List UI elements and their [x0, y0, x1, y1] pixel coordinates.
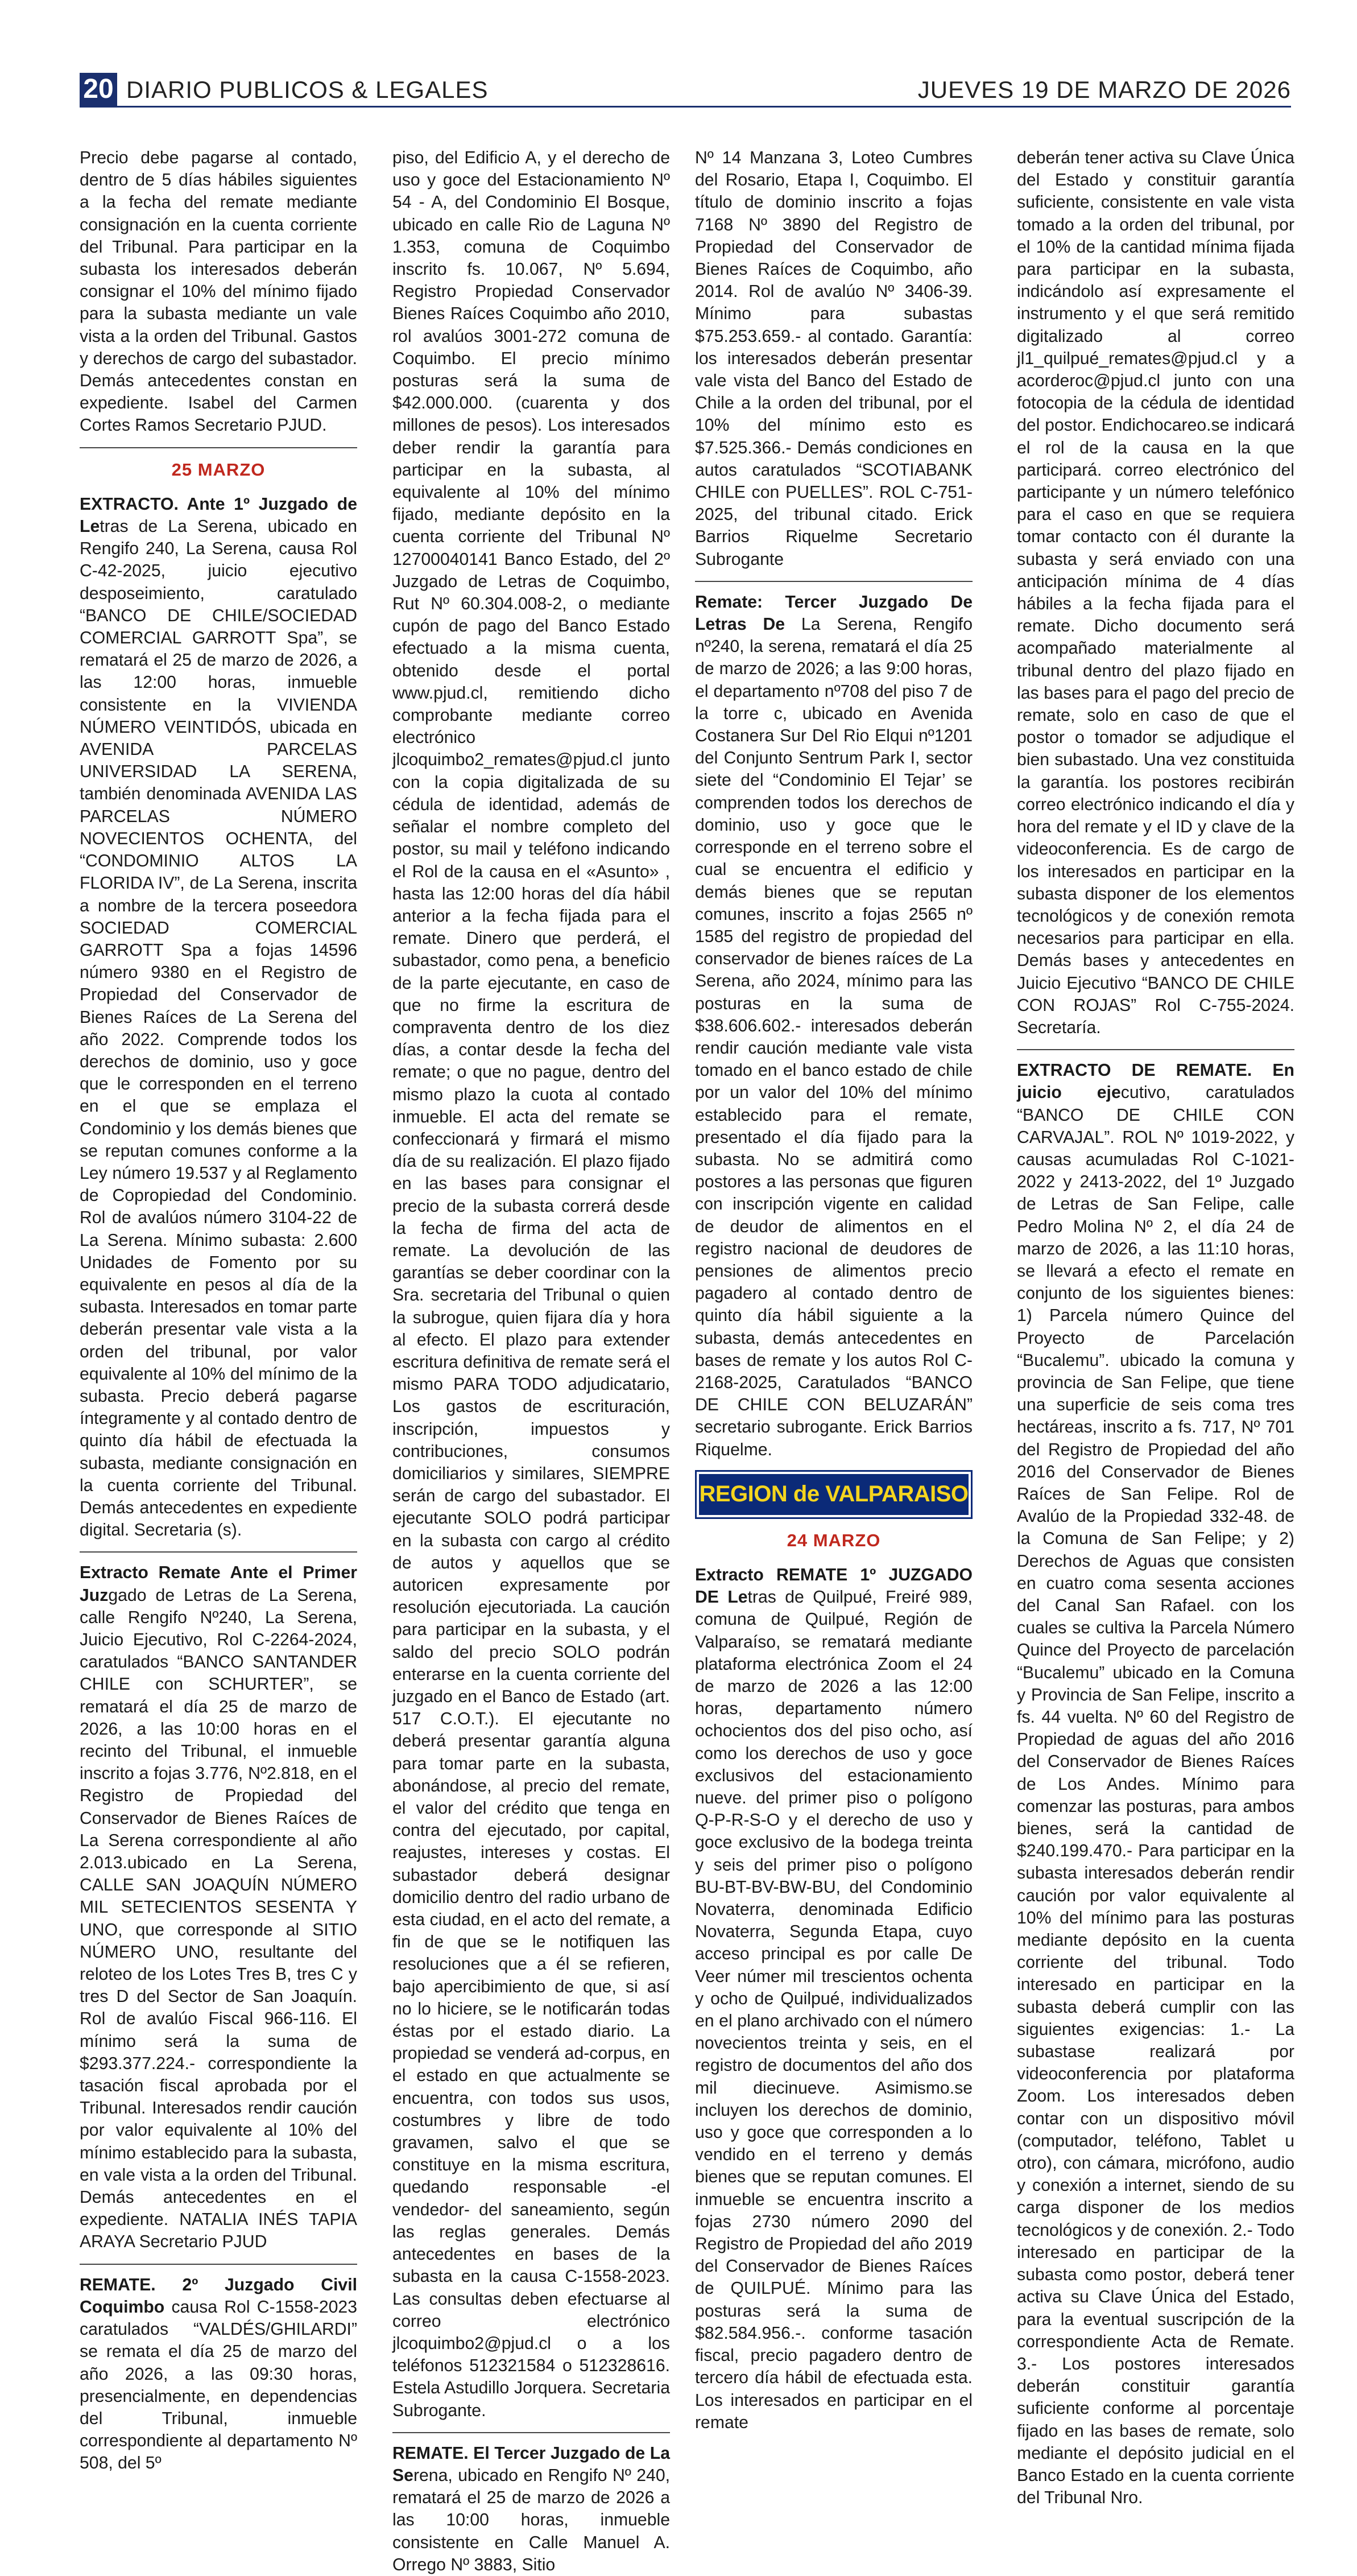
- notice: [1017, 1059, 1294, 2509]
- date-heading: 24 MARZO: [787, 1530, 881, 1550]
- column-4: [1017, 147, 1294, 2509]
- notice-text: Nº 14 Manzana 3, Loteo Cumbres del Rosario, Etapa I, Coquimbo. El título de dominio inscrito a fojas 7168 Nº 3890 del Registro de Propiedad del Conservador de Bienes Raíces de Coquimbo, año 2014. Rol de avalúo Nº 3406-39. Mínimo para subastas $75.253.659.- al contado. Garantía: los interesados deberán presentar vale vista del Banco del Estado de Chile a la orden del tribunal, por el 10% del mínimo esto es $7.525.366.- Demás condiciones en autos caratulados “SCOTIABANK CHILE con PUELLES”. ROL C-751-2025, del tribunal citado. Erick Barrios Riquelme Secretario Subrogante: [695, 148, 973, 569]
- publication-name: DIARIO PUBLICOS & LEGALES: [126, 76, 489, 103]
- column-3: [695, 147, 973, 2434]
- notice: [695, 591, 973, 1461]
- notice-body: cutivo, caratulados “BANCO DE CHILE CON CARVAJAL”. ROL Nº 1019-2022, y causas acumuladas Rol C-1021-2022 y 2413-2022, del 1º Juzgado de Letras de San Felipe, calle Pedro Molina Nº 2, el día 24 de marzo de 2026, a las 11:10 horas, se llevará a efecto el remate en conjunto de los siguientes bienes: 1) Parcela número Quince del Proyecto de Parcelación “Bucalemu”. ubicado la comuna y provincia de San Felipe, que tiene una superficie de seis coma tres hectáreas, inscrito a fs. 717, Nº 701 del Registro de Propiedad del año 2016 del Conservador de Bienes Raíces de San Felipe. Rol de Avalúo de la Propiedad 332-48. de la Comuna de San Felipe; y 2) Derechos de Aguas que consisten en cuatro coma sesenta acciones del Canal San Rafael. con los cuales se cultiva la Parcela Número Quince del Proyecto de parcelación “Bucalemu” ubicado en la Comuna y Provincia de San Felipe, inscrito a fs. 44 vuelta. Nº 60 del Registro de Propiedad de aguas del año 2016 del Conservador de Bienes Raíces de Los Andes. Mínimo para comenzar las posturas, para ambos bienes, será la cantidad de $240.199.470.- Para participar en la subasta interesados deberán rendir caución por valor equivalente al 10% del mínimo para las posturas mediante depósito en la cuenta corriente del tribunal. Todo interesado en participar en la subasta deberá cumplir con las siguientes exigencias: 1.- La subastase realizará por videoconferencia por plataforma Zoom. Los interesados deben contar con un dispositivo móvil (computador, teléfono, Tablet u otro), con cámara, micrófono, audio y conexión a internet, siendo de su carga disponer de los medios tecnológicos y de conexión. 2.- Todo interesado en participar de la subasta como postor, deberá tener activa su Clave Única del Estado, para la eventual suscripción de la correspondiente Acta de Remate. 3.- Los postores interesados deberán constituir garantía suficiente conforme al porcentaje fijado en las bases de remate, solo mediante el depósito judicial en el Banco Estado en la cuenta corriente del Tribunal Nro.: [1017, 1083, 1295, 2508]
- notice-text: deberán tener activa su Clave Única del Estado y constituir garantía suficiente, consistente en vale vista tomado a la orden del tribunal, por el 10% de la cantidad mínima fijada para participar en la subasta, indicándolo así expresamente el instrumento y el que será remitido digitalizado al correo jl1_quilpué_remates@pjud.cl y a acorderoc@pjud.cl junto con una fotocopia de la cédula de identidad del postor. Endichocareo.se indicará el rol de la causa en la que participará. correo electrónico del participante y un número telefónico para el caso en que se requiera tomar contacto con él durante la subasta y será enviado con una anticipación mínima de 4 días hábiles a la fecha fijada para el remate. Dicho documento será acompañado materialmente al tribunal dentro del plazo fijado en las bases para el pago del precio de remate, solo en caso de que el postor o tomador se adjudique el bien subastado. Una vez constituida la garantía. los postores recibirán correo electrónico indicando el día y hora del remate y el ID y clave de la videoconferencia. Es de cargo de los interesados en participar en la subasta disponer de los elementos tecnológicos y de conexión remota necesarios para participar en ella. Demás bases y antecedentes en Juicio Ejecutivo “BANCO DE CHILE CON ROJAS” Rol C-755-2024. Secretaría.: [1017, 148, 1294, 1037]
- notice-body: gado de Letras de La Serena, calle Rengifo Nº240, La Serena, Juicio Ejecutivo, Rol C-2264-2024, caratulados “BANCO SANTANDER CHILE con SCHURTER”, se rematará el día 25 de marzo de 2026, a las 10:00 horas en el recinto del Tribunal, el inmueble inscrito a fojas 3.776, Nº2.818, en el Registro de Propiedad del Conservador de Bienes Raíces de La Serena correspondiente al año 2.013.ubicado en La Serena, CALLE SAN JOAQUÍN NÚMERO MIL SETECIENTOS SESENTA Y UNO, que corresponde al SITIO NÚMERO UNO, resultante del reloteo de los Lotes Tres B, tres C y tres D del Sector de San Joaquín. Rol de avalúo Fiscal 966-116. El mínimo será la suma de $293.377.224.- correspondiente la tasación fiscal aprobada por el Tribunal. Interesados rendir caución por valor equivalente al 10% del mínimo establecido para la subasta, en vale vista a la orden del Tribunal. Demás antecedentes en el expediente. NATALIA INÉS TAPIA ARAYA Secretario PJUD: [80, 1586, 357, 2252]
- notice: [80, 2274, 357, 2475]
- notice-lead: REMATE. 2º Juzgado Civil Coquimbo: [80, 2275, 357, 2317]
- notice-divider: [695, 581, 973, 582]
- notice-body: La Serena, Rengifo nº240, la serena, rematará el día 25 de marzo de 2026; a las 9:00 horas, el departamento nº708 del piso 7 de la torre c, ubicado en Avenida Costanera Sur Del Rio Elqui nº1201 del Conjunto Sentrum Park I, sector siete del “Condominio El Tejar’ se comprenden todos los derechos de dominio, uso y goce que le corresponde en el terreno sobre el cual se encuentra el edificio y demás bienes que se reputan comunes, inscrito a fojas 2565 nº 1585 del registro de propiedad del conservador de bienes raíces de La Serena, año 2024, mínimo para las posturas en la suma de $38.606.602.- interesados deberán rendir caución mediante vale vista tomado en el banco estado de chile por un valor del 10% del mínimo establecido para el remate, presentado el día fijado para la subasta. No se admitirá como postores a las personas que figuren con inscripción vigente en calidad de deudor de alimentos en el registro nacional de deudores de pensiones de alimentos precio pagadero al contado dentro de quinto día hábil siguiente a la subasta, demás antecedentes en bases de remate y los autos Rol C-2168-2025, Caratulados “BANCO DE CHILE CON BELUZARÁN” secretario subrogante. Erick Barrios Riquelme.: [695, 615, 973, 1459]
- notice-divider: [80, 447, 357, 448]
- notice-lead: Remate: Tercer Juzgado De Letras De: [695, 592, 973, 634]
- notice-lead: REMATE. El Tercer Juzgado de La Se: [392, 2443, 670, 2485]
- notice: [392, 2442, 670, 2576]
- masthead: [80, 73, 1291, 106]
- notice-divider: [1017, 1049, 1294, 1050]
- notice-divider: [80, 1551, 357, 1553]
- notice-body: tras de Quilpué, Freiré 989, comuna de Quilpué, Región de Valparaíso, se rematará mediante plataforma electrónica Zoom el 24 de marzo de 2026 a las 12:00 horas, departamento número ochocientos dos del piso ocho, así como los derechos de uso y goce exclusivos del estacionamiento nueve. del primer piso o polígono Q-P-R-S-O y el derecho de uso y goce exclusivo de la bodega treinta y seis del primer piso o polígono BU-BT-BV-BW-BU, del Condominio Novaterra, denominada Edificio Novaterra, Segunda Etapa, cuyo acceso principal es por calle De Veer númer mil trescientos ochenta y ocho de Quilpué, individualizados en el plano archivado con el número novecientos treinta y seis, en el registro de documentos del año dos mil diecinueve. Asimismo.se incluyen los derechos de dominio, uso y goce que corresponden a lo vendido en el terreno y demás bienes que se reputan comunes. El inmueble se encuentra inscrito a fojas 2730 número 2090 del Registro de Propiedad del año 2019 del Conservador de Bienes Raíces de QUILPUÉ. Mínimo para las posturas será la suma de $82.584.956.-. conforme tasación fiscal, precio pagadero dentro de tercero día hábil de efectuada esta. Los interesados en participar en el remate: [695, 1588, 973, 2432]
- page-number: 20: [80, 73, 117, 106]
- notice-body: tras de La Serena, ubicado en Rengifo 240, La Serena, causa Rol C-42-2025, juicio ejecutivo desposeimiento, caratulado “BANCO DE CHILE/SOCIEDAD COMERCIAL GARROTT Spa”, se rematará el 25 de marzo de 2026, a las 12:00 horas, inmueble consistente en la VIVIENDA NÚMERO VEINTIDÓS, ubicada en AVENIDA PARCELAS UNIVERSIDAD LA SERENA, también denominada AVENIDA LAS PARCELAS NÚMERO NOVECIENTOS OCHENTA, del “CONDOMINIO ALTOS LA FLORIDA IV”, de La Serena, inscrita a nombre de la tercera poseedora SOCIEDAD COMERCIAL GARROTT Spa a fojas 14596 número 9380 en el Registro de Propiedad del Conservador de Bienes Raíces de La Serena del año 2022. Comprende todos los derechos de dominio, uso y goce que le corresponden en el terreno en el que se emplaza el Condominio y los demás bienes que se reputan comunes conforme a la Ley número 19.537 y al Reglamento de Copropiedad del Condominio. Rol de avalúos número 3104-22 de La Serena. Mínimo subasta: 2.600 Unidades de Fomento por su equivalente en pesos al día de la subasta. Interesados en tomar parte deberán presentar vale vista a la orden del tribunal, por valor equivalente al 10% del mínimo de la subasta. Precio deberá pagarse íntegramente y al contado dentro de quinto día hábil de efectuada la subasta, mediante consignación en la cuenta corriente del Tribunal. Demás antecedentes en expediente digital. Secretaria (s).: [80, 517, 357, 1540]
- region-banner: [695, 1470, 973, 1519]
- date-heading: 25 MARZO: [171, 459, 266, 480]
- notice: [695, 1564, 973, 2434]
- notice-divider: [80, 2264, 357, 2265]
- notice-divider: [392, 2432, 670, 2433]
- notice-lead: Extracto REMATE 1º JUZGADO DE Le: [695, 1565, 973, 1607]
- notice: [80, 493, 357, 1542]
- region-title: REGION de VALPARAISO: [699, 1481, 969, 1507]
- publication-date: JUEVES 19 DE MARZO DE 2026: [917, 76, 1291, 103]
- notice-lead: EXTRACTO. Ante 1º Juzgado de Le: [80, 494, 357, 536]
- notice-body: causa Rol C-1558-2023 caratulados “VALDÉS/GHILARDI” se remata el día 25 de marzo del año 2026, a las 09:30 horas, presencialmente, en dependencias del Tribunal, inmueble correspondiente al departamento Nº 508, del 5º: [80, 2297, 357, 2473]
- notice: [80, 1562, 357, 2253]
- notice-text: piso, del Edificio A, y el derecho de uso y goce del Estacionamiento Nº 54 - A, del Condominio El Bosque, ubicado en calle Rio de Laguna Nº 1.353, comuna de Coquimbo inscrito fs. 10.067, Nº 5.694, Registro Propiedad Conservador Bienes Raíces Coquimbo año 2010, rol avalúos 3001-272 comuna de Coquimbo. El precio mínimo posturas será la suma de $42.000.000. (cuarenta y dos millones de pesos). Los interesados deber rendir la garantía para participar en la subasta, al equivalente al 10% del mínimo fijado, mediante depósito en la cuenta corriente del Tribunal Nº 12700040141 Banco Estado, del 2º Juzgado de Letras de Coquimbo, Rut Nº 60.304.008-2, o mediante cupón de pago del Banco Estado efectuado a la misma cuenta, obtenido desde el portal www.pjud.cl, remitiendo dicho comprobante mediante correo electrónico jlcoquimbo2_remates@pjud.cl junto con la copia digitalizada de su cédula de identidad, además de señalar el nombre completo del postor, su mail y teléfono indicando el Rol de la causa en el «Asunto» , hasta las 12:00 horas del día hábil anterior a la fecha fijada para el remate. Dinero que perderá, el subastador, como pena, a beneficio de la parte ejecutante, en caso de que no firme la escritura de compraventa dentro de los diez días, a contar desde la fecha del remate; o que no pague, dentro del mismo plazo la cuota al contado inmueble. El acta del remate se confeccionará y firmará el mismo día de su realización. El plazo fijado en las bases para consignar el precio de la subasta correrá desde la fecha de firma del acta de remate. La devolución de las garantías se deber coordinar con la Sra. secretaria del Tribunal o quien la subrogue, quien fijara día y hora al efecto. El plazo para extender escritura definitiva de remate será el mismo PARA TODO adjudicatario, Los gastos de escrituración, inscripción, impuestos y contribuciones, consumos domiciliarios y similares, SIEMPRE serán de cargo del subastador. El ejecutante SOLO podrá participar en la subasta con cargo al crédito de autos y aquellos que se autoricen expresamente por resolución ejecutoriada. La caución para participar en la subasta, y el saldo del precio SOLO podrán enterarse en la cuenta corriente del juzgado en el Banco de Estado (art. 517 C.O.T.). El ejecutante no deberá presentar garantía alguna para tomar parte en la subasta, abonándose, al precio del remate, el valor del crédito que tenga en contra del ejecutado, por capital, reajustes, intereses y costas. El subastador deberá designar domicilio dentro del radio urbano de esta ciudad, en el acto del remate, a fin de que se le notifiquen las resoluciones que a él se refieren, bajo apercibimiento de que, si así no lo hiciere, se le notificarán todas éstas por el estado diario. La propiedad se venderá ad-corpus, en el estado en que actualmente se encuentra, con todos sus usos, costumbres y libre de todo gravamen, salvo el que se constituye en la misma escritura, quedando responsable -el vendedor- del saneamiento, según las reglas generales. Demás antecedentes en bases de la subasta en la causa C-1558-2023. Las consultas deben efectuarse al correo electrónico jlcoquimbo2@pjud.cl o a los teléfonos 512321584 o 512328616. Estela Astudillo Jorquera. Secretaria Subrogante.: [392, 148, 670, 2420]
- notice-lead: Extracto Remate Ante el Primer Juz: [80, 1563, 357, 1605]
- notice-lead: EXTRACTO DE REMATE. En juicio eje: [1017, 1061, 1294, 1103]
- notice-body: rena, ubicado en Rengifo Nº 240, rematará el 25 de marzo de 2026 a las 10:00 horas, inmueble consistente en Calle Manuel A. Orrego Nº 3883, Sitio: [392, 2466, 670, 2574]
- column-1: [80, 147, 357, 2475]
- notice-text: Precio debe pagarse al contado, dentro de 5 días hábiles siguientes a la fecha del remate mediante consignación en la cuenta corriente del Tribunal. Para participar en la subasta los interesados deberán consignar el 10% del mínimo fijado para la subasta mediante un vale vista a la orden del Tribunal. Gastos y derechos de cargo del subastador. Demás antecedentes constan en expediente. Isabel del Carmen Cortes Ramos Secretario PJUD.: [80, 148, 357, 435]
- header-rule: [80, 106, 1291, 108]
- column-2: [392, 147, 670, 2576]
